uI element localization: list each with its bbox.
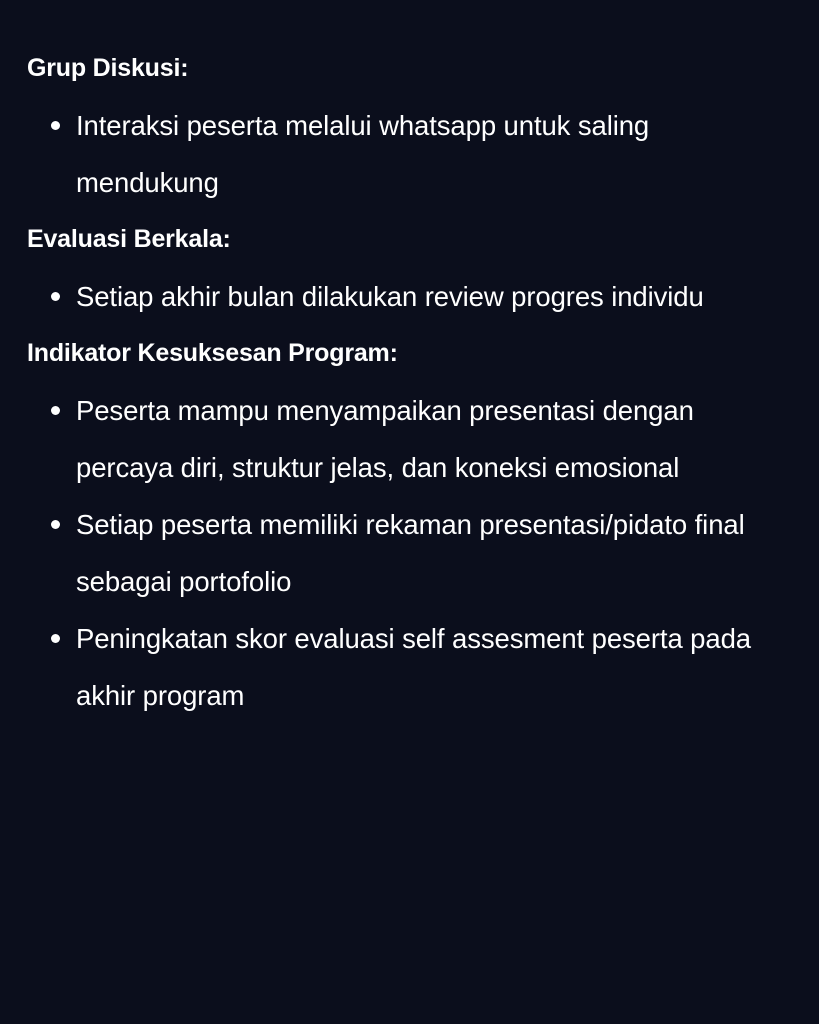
document-content [27, 40, 797, 724]
list-item-text: Setiap akhir bulan dilakukan review progres individu [76, 281, 704, 312]
section-heading: Grup Diskusi: [27, 54, 189, 82]
list-item-text: Peningkatan skor evaluasi self assesment peserta pada akhir program [76, 623, 751, 711]
list-item [27, 382, 797, 496]
bullet-list [27, 268, 797, 325]
bullet-icon [51, 634, 60, 643]
section-evaluasi-berkala [27, 211, 797, 325]
list-item [27, 97, 797, 211]
list-item-text: Setiap peserta memiliki rekaman presentasi/pidato final sebagai portofolio [76, 509, 745, 597]
bullet-icon [51, 121, 60, 130]
bullet-list [27, 382, 797, 724]
list-item-text: Interaksi peserta melalui whatsapp untuk saling mendukung [76, 110, 650, 198]
bullet-list [27, 97, 797, 211]
section-heading: Indikator Kesuksesan Program: [27, 339, 398, 367]
section-heading: Evaluasi Berkala: [27, 225, 231, 253]
list-item [27, 496, 797, 610]
list-item [27, 610, 797, 724]
list-item-text: Peserta mampu menyampaikan presentasi dengan percaya diri, struktur jelas, dan koneksi emosional [76, 395, 694, 483]
bullet-icon [51, 520, 60, 529]
section-grup-diskusi [27, 40, 797, 211]
bullet-icon [51, 292, 60, 301]
bullet-icon [51, 406, 60, 415]
section-indikator-kesuksesan [27, 325, 797, 724]
list-item [27, 268, 797, 325]
